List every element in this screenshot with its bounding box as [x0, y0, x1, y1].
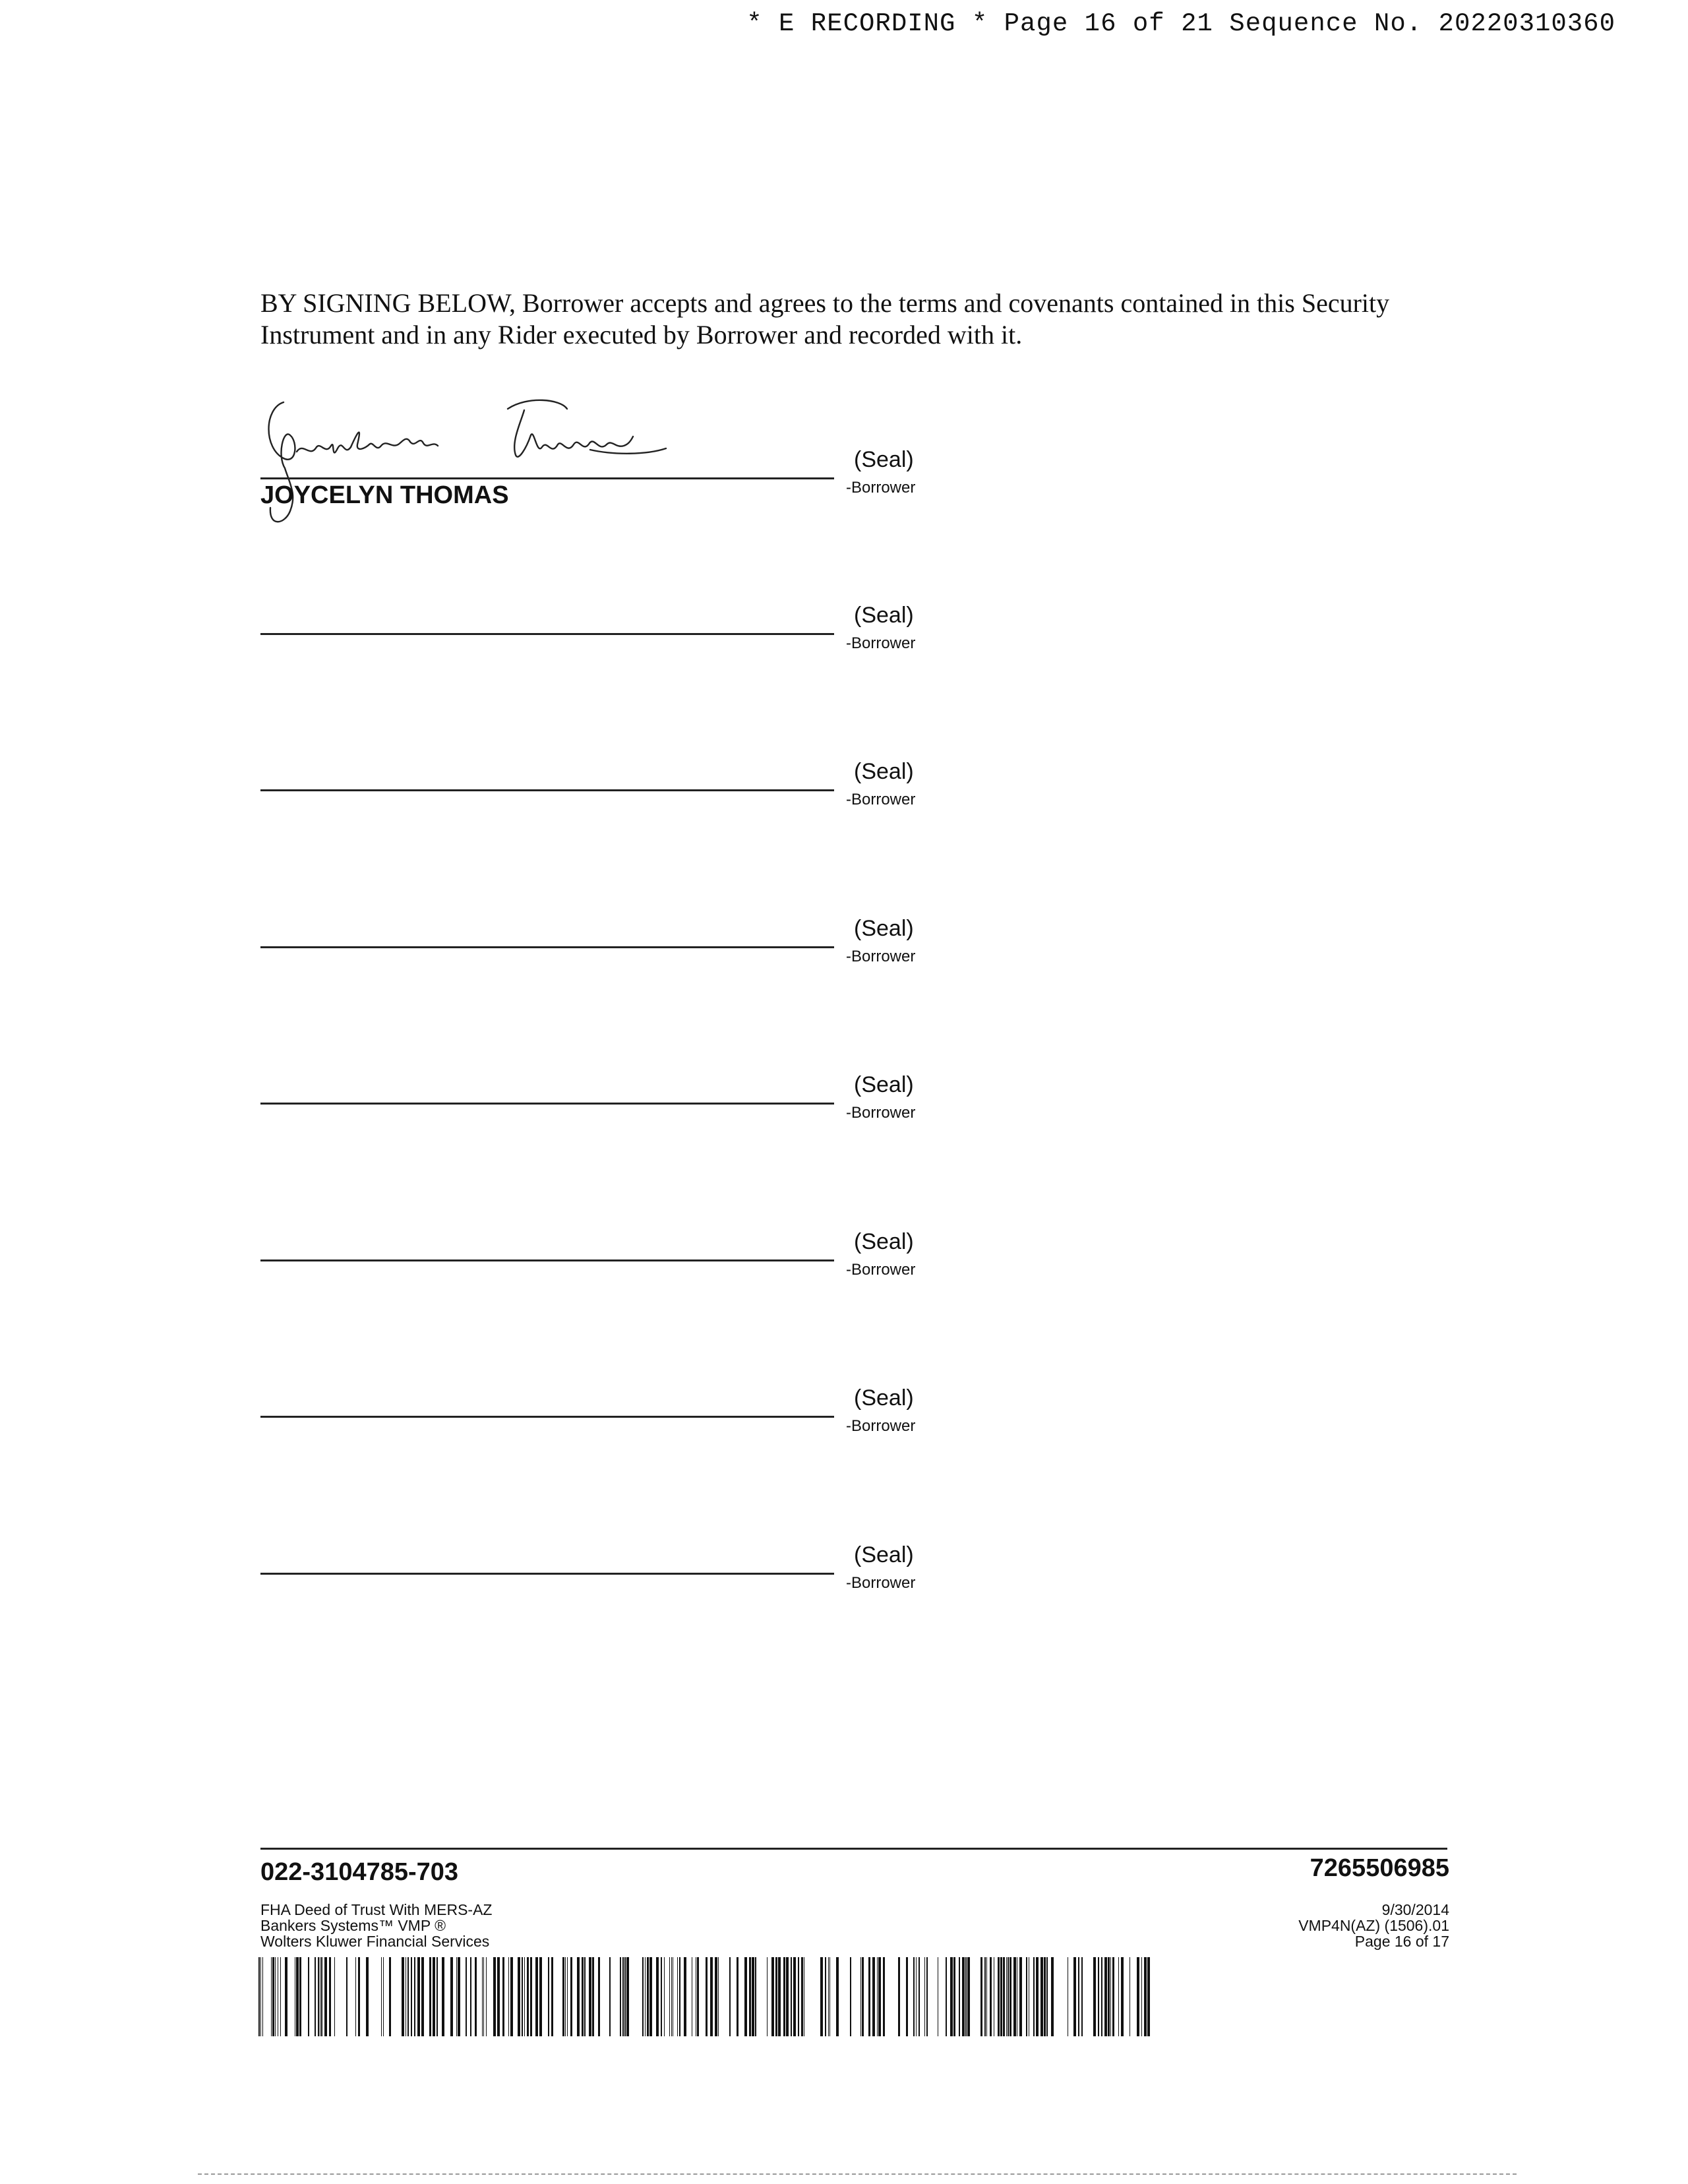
- barcode-bar: [1013, 1957, 1016, 2036]
- barcode-bar: [486, 1957, 487, 2036]
- barcode-bar: [916, 1957, 917, 2036]
- form-page: Page 16 of 17: [1354, 1933, 1449, 1950]
- barcode-bar: [868, 1957, 870, 2036]
- barcode-bar: [836, 1957, 839, 2036]
- barcode-bar: [271, 1957, 272, 2036]
- barcode-bar: [671, 1957, 672, 2036]
- barcode-bar: [684, 1957, 686, 2036]
- barcode-bar: [980, 1957, 982, 2036]
- barcode-bar: [620, 1957, 621, 2036]
- barcode-bar: [421, 1957, 424, 2036]
- barcode-bar: [299, 1957, 301, 2036]
- barcode-bar: [1104, 1957, 1107, 2036]
- borrower-label: -Borrower: [846, 634, 916, 652]
- barcode-bar: [497, 1957, 500, 2036]
- barcode-bar: [645, 1957, 646, 2036]
- barcode-bar: [1003, 1957, 1005, 2036]
- barcode-bar: [913, 1957, 915, 2036]
- form-publisher: Wolters Kluwer Financial Services: [260, 1933, 490, 1950]
- barcode-bar: [437, 1957, 438, 2036]
- signature-line: [260, 789, 834, 791]
- seal-label: (Seal): [854, 603, 914, 628]
- barcode-bar: [1121, 1957, 1124, 2036]
- barcode-bar: [829, 1957, 830, 2036]
- barcode-bar: [308, 1957, 309, 2036]
- barcode-bar: [366, 1957, 369, 2036]
- barcode-bar: [898, 1957, 900, 2036]
- barcode-bar: [530, 1957, 532, 2036]
- barcode-bar: [953, 1957, 955, 2036]
- barcode-bar: [820, 1957, 823, 2036]
- signature-block: [260, 916, 920, 995]
- barcode-bar: [801, 1957, 803, 2036]
- borrower-label: -Borrower: [846, 1417, 916, 1435]
- barcode-bar: [1044, 1957, 1046, 2036]
- barcode-bar: [718, 1957, 719, 2036]
- barcode-bar: [1137, 1957, 1139, 2036]
- signature-block: [260, 759, 920, 838]
- signature-block: [260, 1229, 920, 1308]
- barcode-bar: [548, 1957, 549, 2036]
- barcode-bar: [883, 1957, 885, 2036]
- barcode-bar: [285, 1957, 287, 2036]
- barcode-bar: [1006, 1957, 1007, 2036]
- barcode-bar: [860, 1957, 861, 2036]
- barcode-bar: [1078, 1957, 1079, 2036]
- barcode-bar: [275, 1957, 276, 2036]
- barcode-bar: [1144, 1957, 1147, 2036]
- barcode-bar: [565, 1957, 566, 2036]
- barcode-bar: [598, 1957, 600, 2036]
- barcode-bar: [1141, 1957, 1142, 2036]
- barcode-bar: [1147, 1957, 1150, 2036]
- barcode-bar: [984, 1957, 986, 2036]
- barcode-bar: [592, 1957, 594, 2036]
- signature-line: [260, 477, 834, 479]
- barcode-bar: [570, 1957, 572, 2036]
- barcode-bar: [642, 1957, 644, 2036]
- barcode-bar: [656, 1957, 659, 2036]
- barcode-bar: [1046, 1957, 1048, 2036]
- barcode-bar: [828, 1957, 829, 2036]
- signature-line: [260, 1573, 834, 1575]
- barcode-bar: [321, 1957, 322, 2036]
- barcode-bar: [358, 1957, 360, 2036]
- barcode-bar: [752, 1957, 754, 2036]
- barcode-bar: [402, 1957, 404, 2036]
- barcode-bar: [998, 1957, 1000, 2036]
- signature-block: [260, 1072, 920, 1151]
- barcode-bar: [697, 1957, 699, 2036]
- barcode-bar: [527, 1957, 529, 2036]
- barcode-bar: [475, 1957, 477, 2036]
- signature-line: [260, 1103, 834, 1105]
- barcode-bar: [946, 1957, 947, 2036]
- barcode-bar: [508, 1957, 509, 2036]
- seal-label: (Seal): [854, 1072, 914, 1097]
- barcode-bar: [1033, 1957, 1035, 2036]
- barcode-bar: [986, 1957, 987, 2036]
- borrower-label: -Borrower: [846, 1261, 916, 1279]
- barcode-bar: [677, 1957, 678, 2036]
- barcode-bar: [589, 1957, 591, 2036]
- barcode-bar: [417, 1957, 420, 2036]
- seal-label: (Seal): [854, 1385, 914, 1410]
- barcode-bar: [584, 1957, 586, 2036]
- handwritten-signature: [257, 396, 732, 541]
- barcode-bar: [679, 1957, 680, 2036]
- barcode-bar: [850, 1957, 851, 2036]
- recording-stamp: * E RECORDING * Page 16 of 21 Sequence No. 20220310360: [746, 9, 1615, 38]
- signer-name: JOYCELYN THOMAS: [260, 481, 509, 509]
- barcode-bar: [324, 1957, 327, 2036]
- seal-label: (Seal): [854, 447, 914, 472]
- barcode-bar: [535, 1957, 538, 2036]
- seal-label: (Seal): [854, 1229, 914, 1254]
- barcode-bar: [926, 1957, 928, 2036]
- barcode-bar: [862, 1957, 864, 2036]
- barcode-bar: [1101, 1957, 1102, 2036]
- barcode-bar: [381, 1957, 382, 2036]
- form-title: FHA Deed of Trust With MERS-AZ: [260, 1901, 493, 1918]
- seal-label: (Seal): [854, 759, 914, 784]
- barcode-bar: [1036, 1957, 1039, 2036]
- signature-line: [260, 633, 834, 635]
- barcode-bar: [1026, 1957, 1027, 2036]
- barcode-bar: [470, 1957, 471, 2036]
- barcode-bar: [1081, 1957, 1083, 2036]
- barcode-bar: [315, 1957, 316, 2036]
- barcode-bar: [493, 1957, 496, 2036]
- barcode-bar: [567, 1957, 568, 2036]
- barcode-bar: [715, 1957, 717, 2036]
- borrower-label: -Borrower: [846, 1574, 916, 1592]
- barcode: [258, 1957, 1155, 2036]
- signature-line: [260, 1416, 834, 1418]
- barcode-bar: [482, 1957, 483, 2036]
- barcode-bar: [664, 1957, 665, 2036]
- barcode-bar: [1108, 1957, 1110, 2036]
- barcode-bar: [318, 1957, 319, 2036]
- barcode-bar: [661, 1957, 662, 2036]
- barcode-bar: [877, 1957, 878, 2036]
- barcode-bar: [793, 1957, 796, 2036]
- barcode-bar: [959, 1957, 960, 2036]
- barcode-bar: [433, 1957, 435, 2036]
- barcode-bar: [502, 1957, 504, 2036]
- barcode-bar: [919, 1957, 920, 2036]
- barcode-bar: [798, 1957, 799, 2036]
- barcode-bar: [967, 1957, 970, 2036]
- signing-statement: BY SIGNING BELOW, Borrower accepts and agrees to the terms and covenants contained in this Security Instrument and in any Rider executed by Borrower and recorded with it.: [260, 288, 1390, 349]
- form-info: [260, 1902, 492, 1949]
- barcode-bar: [783, 1957, 785, 2036]
- barcode-bar: [990, 1957, 992, 2036]
- barcode-bar: [411, 1957, 412, 2036]
- signature-block: [260, 1542, 920, 1622]
- barcode-bar: [825, 1957, 826, 2036]
- barcode-bar: [296, 1957, 299, 2036]
- barcode-bar: [1112, 1957, 1114, 2036]
- barcode-bar: [456, 1957, 457, 2036]
- barcode-bar: [1008, 1957, 1009, 2036]
- barcode-bar: [786, 1957, 789, 2036]
- page-edge-line: [198, 2173, 1517, 2175]
- barcode-bar: [778, 1957, 781, 2036]
- barcode-bar: [262, 1957, 263, 2036]
- barcode-bar: [749, 1957, 751, 2036]
- barcode-bar: [346, 1957, 347, 2036]
- barcode-bar: [962, 1957, 965, 2036]
- barcode-bar: [755, 1957, 756, 2036]
- barcode-bar: [706, 1957, 708, 2036]
- barcode-bar: [624, 1957, 626, 2036]
- signature-line: [260, 946, 834, 948]
- barcode-bar: [518, 1957, 520, 2036]
- barcode-bar: [551, 1957, 553, 2036]
- barcode-bar: [1093, 1957, 1096, 2036]
- barcode-bar: [744, 1957, 747, 2036]
- barcode-bar: [577, 1957, 580, 2036]
- barcode-bar: [389, 1957, 391, 2036]
- barcode-bar: [450, 1957, 453, 2036]
- barcode-bar: [669, 1957, 670, 2036]
- barcode-bar: [272, 1957, 274, 2036]
- barcode-bar: [407, 1957, 409, 2036]
- barcode-bar: [1110, 1957, 1111, 2036]
- barcode-bar: [965, 1957, 967, 2036]
- barcode-bar: [258, 1957, 260, 2036]
- barcode-bar: [414, 1957, 415, 2036]
- signature-block: [260, 603, 920, 682]
- signature-block: [260, 1385, 920, 1465]
- barcode-bar: [710, 1957, 713, 2036]
- borrower-label: -Borrower: [846, 1104, 916, 1122]
- barcode-bar: [924, 1957, 925, 2036]
- barcode-bar: [906, 1957, 908, 2036]
- barcode-bar: [626, 1957, 629, 2036]
- barcode-bar: [791, 1957, 792, 2036]
- form-code: VMP4N(AZ) (1506).01: [1298, 1917, 1449, 1934]
- form-date: 9/30/2014: [1381, 1901, 1449, 1918]
- barcode-bar: [647, 1957, 649, 2036]
- borrower-label: -Borrower: [846, 948, 916, 965]
- reference-number: 7265506985: [1310, 1854, 1449, 1882]
- barcode-bar: [1073, 1957, 1076, 2036]
- barcode-bar: [737, 1957, 738, 2036]
- barcode-bar: [539, 1957, 542, 2036]
- barcode-bar: [767, 1957, 768, 2036]
- seal-label: (Seal): [854, 916, 914, 941]
- barcode-bar: [1040, 1957, 1043, 2036]
- footer-divider: [260, 1848, 1447, 1850]
- loan-number: 022-3104785-703: [260, 1858, 459, 1886]
- seal-label: (Seal): [854, 1542, 914, 1567]
- barcode-bar: [649, 1957, 652, 2036]
- barcode-bar: [775, 1957, 777, 2036]
- barcode-bar: [872, 1957, 875, 2036]
- borrower-label: -Borrower: [846, 479, 916, 497]
- barcode-bar: [1118, 1957, 1119, 2036]
- barcode-bar: [522, 1957, 523, 2036]
- barcode-bar: [466, 1957, 467, 2036]
- barcode-bar: [280, 1957, 281, 2036]
- barcode-bar: [582, 1957, 584, 2036]
- barcode-bar: [878, 1957, 881, 2036]
- barcode-bar: [1000, 1957, 1002, 2036]
- barcode-bar: [429, 1957, 431, 2036]
- barcode-bar: [771, 1957, 774, 2036]
- barcode-bar: [355, 1957, 356, 2036]
- barcode-bar: [1098, 1957, 1099, 2036]
- barcode-bar: [510, 1957, 513, 2036]
- barcode-bar: [524, 1957, 525, 2036]
- barcode-bar: [334, 1957, 335, 2036]
- barcode-bar: [622, 1957, 624, 2036]
- barcode-bar: [383, 1957, 384, 2036]
- barcode-bar: [1019, 1957, 1022, 2036]
- barcode-bar: [260, 1957, 261, 2036]
- barcode-bar: [458, 1957, 460, 2036]
- barcode-bar: [1051, 1957, 1054, 2036]
- barcode-bar: [442, 1957, 444, 2036]
- form-vendor: Bankers Systems™ VMP ®: [260, 1917, 446, 1934]
- barcode-bar: [562, 1957, 564, 2036]
- barcode-bar: [483, 1957, 484, 2036]
- barcode-bar: [950, 1957, 953, 2036]
- borrower-label: -Borrower: [846, 791, 916, 808]
- barcode-bar: [1010, 1957, 1011, 2036]
- barcode-bar: [329, 1957, 331, 2036]
- form-meta: [1298, 1902, 1449, 1949]
- signature-line: [260, 1259, 834, 1261]
- barcode-bar: [609, 1957, 611, 2036]
- barcode-bar: [729, 1957, 731, 2036]
- signature-block: [260, 447, 920, 526]
